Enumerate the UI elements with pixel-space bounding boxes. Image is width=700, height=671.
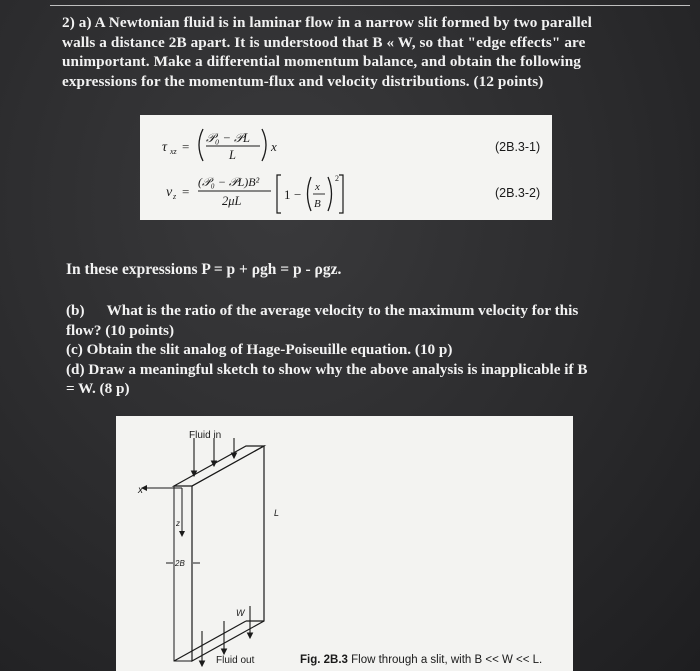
slab-side xyxy=(192,446,264,661)
eq2-right-bracket xyxy=(339,175,343,213)
eq1-equals: = xyxy=(182,139,190,154)
slit-diagram xyxy=(116,416,573,671)
fluid-in-label: Fluid in xyxy=(189,430,222,441)
tau-subscript: xz xyxy=(170,147,177,156)
part-c: (c) Obtain the slit analog of Hage-Poiseuille equation. (10 p) xyxy=(66,341,453,358)
eq2-equals: = xyxy=(182,184,190,199)
question-a xyxy=(62,13,642,91)
eq1-x: x xyxy=(271,139,277,154)
fluid-out-label: Fluid out xyxy=(216,655,255,666)
part-d-line1: (d) Draw a meaningful sketch to show why the above analysis is inapplicable if B xyxy=(66,360,588,378)
eq1-denominator: L xyxy=(229,148,236,162)
top-rule xyxy=(50,5,690,6)
eq2-left-paren xyxy=(308,177,312,211)
slab-top xyxy=(174,446,264,486)
eq2-numerator: (𝒫₀ − 𝒫L)B² xyxy=(198,175,260,189)
part-b xyxy=(66,301,631,321)
front-plate-edge xyxy=(174,486,192,661)
equations-svg xyxy=(140,115,552,220)
l-label: L xyxy=(274,508,280,518)
question-line: walls a distance 2B apart. It is understood that B « W, so that "edge effects" are xyxy=(62,33,586,51)
question-parts xyxy=(66,301,631,399)
tau-symbol: τ xyxy=(162,140,168,155)
v-symbol: v xyxy=(166,185,173,200)
eq2-number: (2B.3-2) xyxy=(495,186,541,200)
figure-caption xyxy=(300,654,542,666)
v-subscript: z xyxy=(173,192,177,201)
part-b-line2: flow? (10 points) xyxy=(66,321,175,339)
figure-box xyxy=(116,416,573,671)
eq2-inner-numerator: x xyxy=(315,181,320,193)
eq1-left-paren xyxy=(199,129,203,161)
eq2-square: 2 xyxy=(335,174,339,183)
w-label: W xyxy=(236,608,245,618)
question-line: expressions for the momentum-flux and velocity distributions. (12 points) xyxy=(62,72,544,90)
equation-box xyxy=(140,115,552,220)
eq1-right-paren xyxy=(262,129,266,161)
caption-text: Flow through a slit, with B << W << L. xyxy=(351,654,543,666)
eq2-denominator: 2μL xyxy=(222,194,242,208)
question-line: 2) a) A Newtonian fluid is in laminar flow in a narrow slit formed by two parallel xyxy=(62,14,592,31)
eq2-inner-denominator: B xyxy=(314,198,321,210)
expression-note: In these expressions P = p + ρgh = p - ρgz. xyxy=(66,261,342,278)
caption-fig-number: Fig. 2B.3 xyxy=(300,654,348,666)
2b-label: 2B xyxy=(175,559,185,568)
z-axis-label: z xyxy=(176,519,180,528)
x-axis-label: x xyxy=(138,485,143,496)
eq2-left-bracket xyxy=(277,175,281,213)
eq1-numerator: 𝒫₀ − 𝒫L xyxy=(206,131,251,145)
part-b-line1: What is the ratio of the average velocity to the maximum velocity for this xyxy=(106,302,579,319)
part-d-line2: = W. (8 p) xyxy=(66,380,130,397)
part-b-label: (b) xyxy=(66,302,85,319)
question-line: unimportant. Make a differential momentum balance, and obtain the following xyxy=(62,53,581,70)
eq2-one: 1 xyxy=(284,187,291,202)
eq2-minus: − xyxy=(294,187,302,202)
eq1-number: (2B.3-1) xyxy=(495,140,541,154)
eq2-right-paren xyxy=(328,177,332,211)
